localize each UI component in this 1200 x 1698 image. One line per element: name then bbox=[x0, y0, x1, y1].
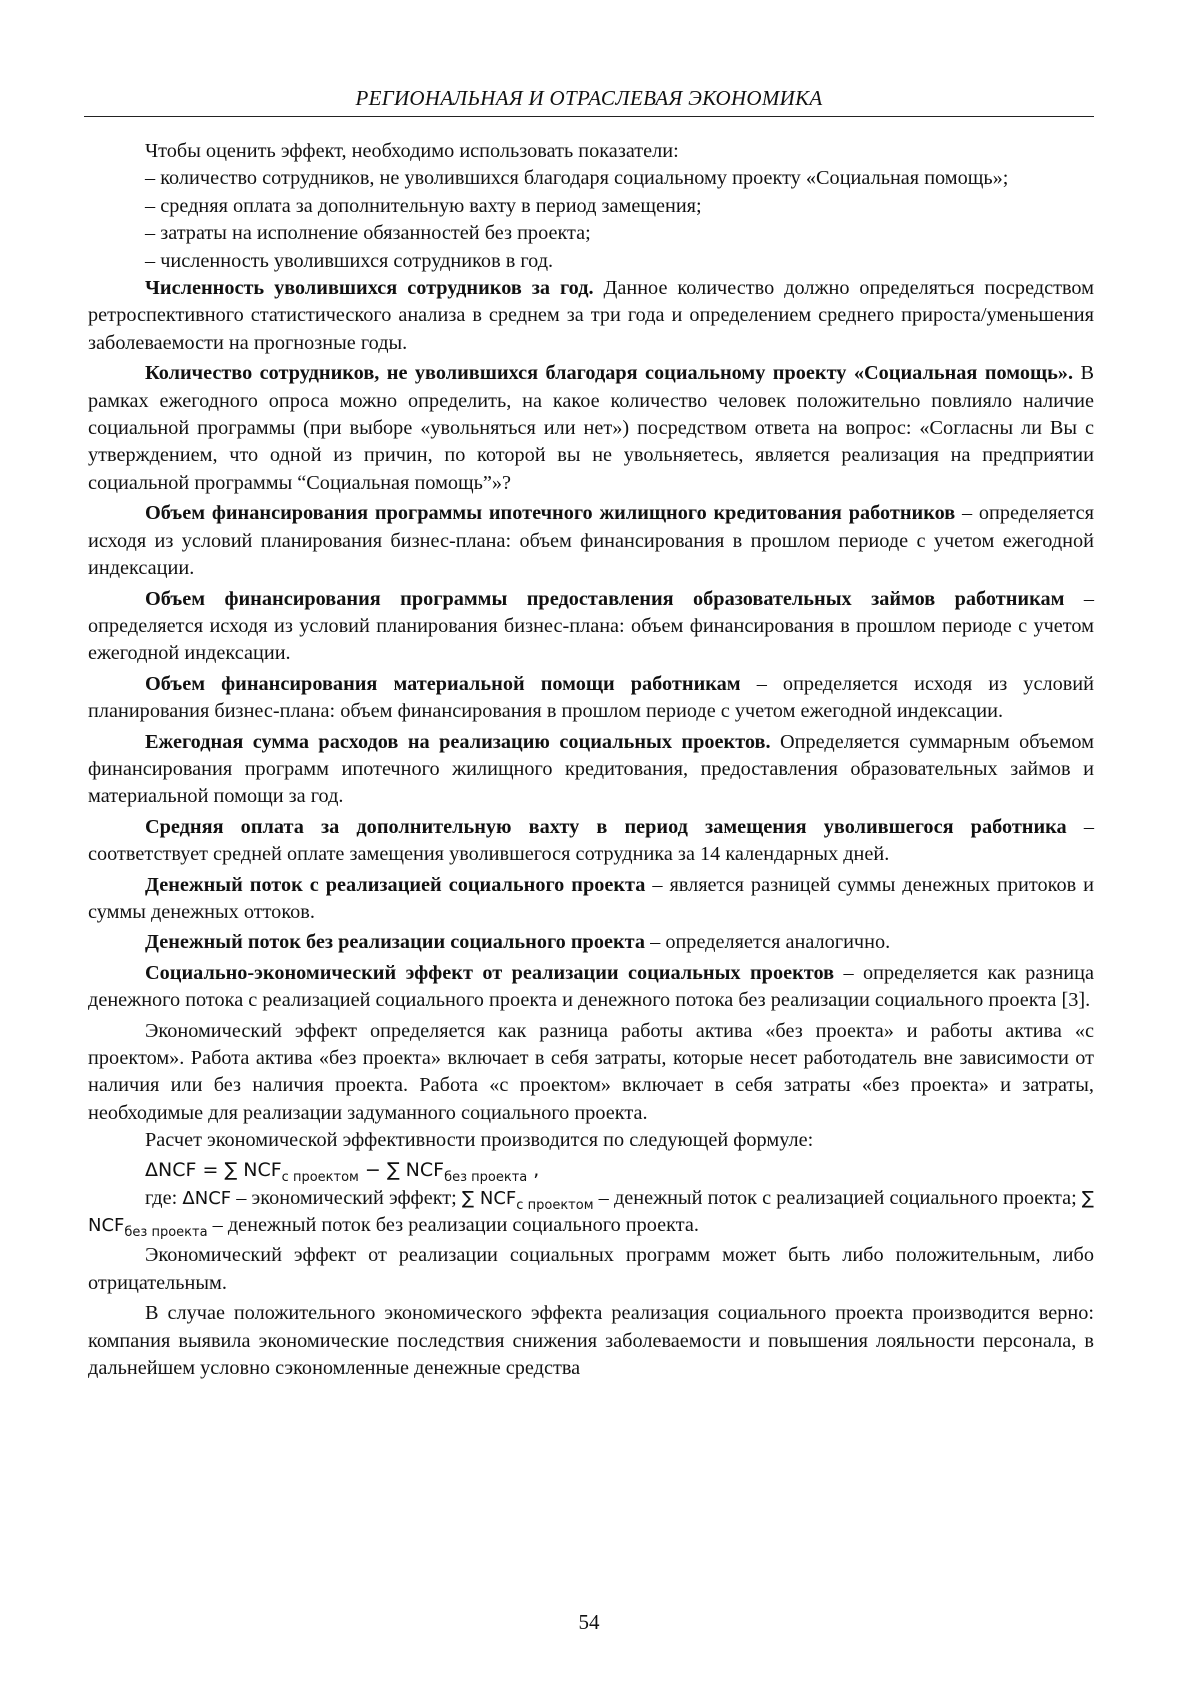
list-item: – количество сотрудников, не уволившихся благодаря социальному проекту «Социальная помощь»; bbox=[88, 165, 1094, 192]
definition-term: Социально-экономический эффект от реализации социальных проектов bbox=[145, 962, 834, 984]
definition-paragraph bbox=[88, 275, 1094, 357]
definition-term: Денежный поток без реализации социального проекта bbox=[145, 931, 645, 953]
definition-text: В рамках ежегодного опроса можно определить, на какое количество человек положительно повлияло наличие социальной программы (при выборе «увольняться или нет») посредством ответа на вопрос: «Согласны ли Вы с утверждением, что одной из причин, по которой вы не увольняетесь, является реализация на предприятии социальной программы “Социальная помощь”»? bbox=[88, 362, 1094, 494]
definition-paragraph bbox=[88, 586, 1094, 668]
definition-paragraph bbox=[88, 729, 1094, 811]
definition-term: Ежегодная сумма расходов на реализацию социальных проектов. bbox=[145, 731, 771, 753]
definition-paragraph bbox=[88, 960, 1094, 1015]
header-rule bbox=[84, 116, 1094, 117]
list-item: – затраты на исполнение обязанностей без проекта; bbox=[88, 220, 1094, 247]
definition-term: Объем финансирования материальной помощи работникам bbox=[145, 673, 741, 695]
list-item: – средняя оплата за дополнительную вахту в период замещения; bbox=[88, 193, 1094, 220]
page-number: 54 bbox=[84, 1610, 1094, 1635]
definition-term: Количество сотрудников, не уволившихся благодаря социальному проекту «Социальная помощь». bbox=[145, 362, 1073, 384]
definition-term: Средняя оплата за дополнительную вахту в период замещения уволившегося работника bbox=[145, 816, 1067, 838]
definition-text: – соответствует средней оплате замещения уволившегося сотрудника за 14 календарных дней. bbox=[88, 816, 1094, 865]
definition-term: Объем финансирования программы предоставления образовательных займов работникам bbox=[145, 588, 1064, 610]
definition-term: Численность уволившихся сотрудников за год. bbox=[145, 277, 594, 299]
definition-paragraph bbox=[88, 360, 1094, 497]
formula-sum-with-project: ∑ NCF bbox=[224, 1159, 281, 1181]
formula-lead: Расчет экономической эффективности производится по следующей формуле: bbox=[88, 1127, 1094, 1154]
definition-paragraph bbox=[88, 671, 1094, 726]
formula-lhs: ΔNCF bbox=[145, 1159, 196, 1181]
conclusion-paragraph: Экономический эффект от реализации социальных программ может быть либо положительным, либо отрицательным. bbox=[88, 1242, 1094, 1297]
running-title: РЕГИОНАЛЬНАЯ И ОТРАСЛЕВАЯ ЭКОНОМИКА bbox=[84, 86, 1094, 111]
definition-paragraph bbox=[88, 929, 1094, 956]
definition-paragraph bbox=[88, 500, 1094, 582]
definition-text: – является разницей суммы денежных притоков и суммы денежных оттоков. bbox=[88, 874, 1094, 923]
formula-legend: где: ΔNCF – экономический эффект; ∑ NCFс проектом – денежный поток с реализацией социального проекта; ∑ NCFбез проекта – денежный поток без реализации социального проекта. bbox=[88, 1185, 1094, 1240]
formula-sum-without-project: ∑ NCF bbox=[387, 1159, 444, 1181]
formula: ΔNCF = ∑ NCFс проектом − ∑ NCFбез проекта , bbox=[88, 1155, 1094, 1185]
definition-text: – определяется исходя из условий планирования бизнес-плана: объем финансирования в прошлом периоде с учетом ежегодной индексации. bbox=[88, 588, 1094, 665]
intro-lead: Чтобы оценить эффект, необходимо использовать показатели: bbox=[88, 138, 1094, 165]
journal-page bbox=[0, 0, 1200, 1698]
list-item: – численность уволившихся сотрудников в год. bbox=[88, 248, 1094, 275]
definition-text: – определяется исходя из условий планирования бизнес-плана: объем финансирования в прошлом периоде с учетом ежегодной индексации. bbox=[88, 502, 1094, 579]
article-body bbox=[88, 138, 1094, 1382]
definition-term: Объем финансирования программы ипотечного жилищного кредитования работников bbox=[145, 502, 955, 524]
definition-text: Данное количество должно определяться посредством ретроспективного статистического анализа в среднем за три года и определением среднего прироста/уменьшения заболеваемости на прогнозные годы. bbox=[88, 277, 1094, 354]
definition-paragraph bbox=[88, 814, 1094, 869]
definition-text: – определяется аналогично. bbox=[645, 931, 890, 953]
conclusion-paragraph: В случае положительного экономического эффекта реализация социального проекта производится верно: компания выявила экономические последствия снижения заболеваемости и повышения лояльности персонала, в дальнейшем условно сэкономленные денежные средства bbox=[88, 1300, 1094, 1382]
explanation-paragraph: Экономический эффект определяется как разница работы актива «без проекта» и работы актива «с проектом». Работа актива «без проекта» включает в себя затраты, которые несет работодатель вне зависимости от наличия или без наличия проекта. Работа «с проектом» включает в себя затраты «без проекта» и затраты, необходимые для реализации задуманного социального проекта. bbox=[88, 1018, 1094, 1128]
definition-text: – определяется исходя из условий планирования бизнес-плана: объем финансирования в прошлом периоде с учетом ежегодной индексации. bbox=[88, 673, 1094, 722]
definition-paragraph bbox=[88, 872, 1094, 927]
definition-text: – определяется как разница денежного потока с реализацией социального проекта и денежного потока без реализации социального проекта [3]. bbox=[88, 962, 1094, 1011]
definition-term: Денежный поток с реализацией социального проекта bbox=[145, 874, 645, 896]
definition-text: Определяется суммарным объемом финансирования программ ипотечного жилищного кредитования, предоставления образовательных займов и материальной помощи за год. bbox=[88, 731, 1094, 808]
